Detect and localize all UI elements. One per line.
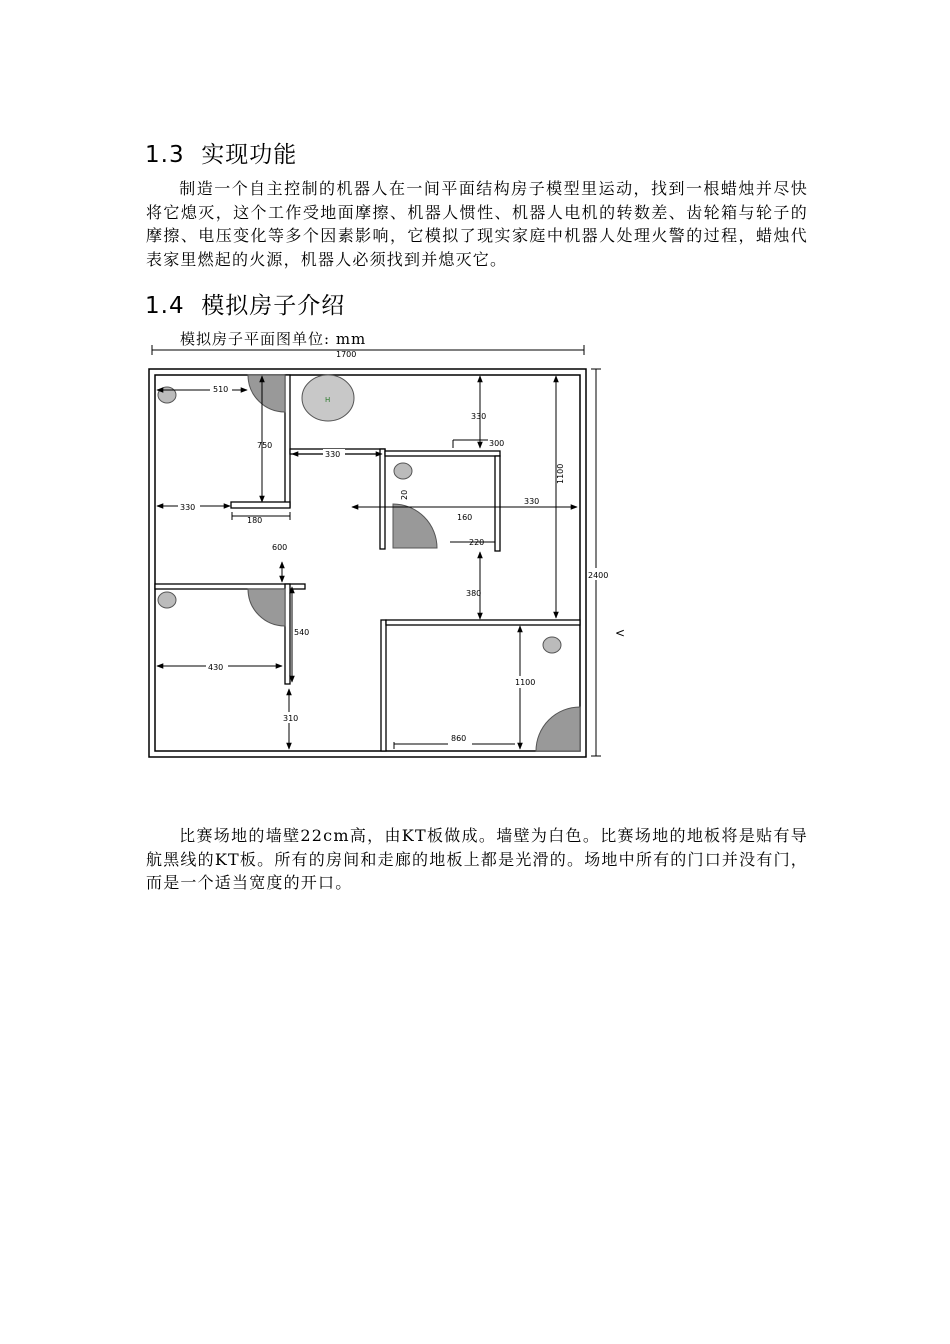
total-width-dimension: [152, 345, 584, 359]
dim-540: 540: [294, 628, 310, 637]
floorplan-caption: 模拟房子平面图单位: mm: [180, 330, 367, 348]
dim-1100-bottom: 1100: [515, 678, 536, 687]
heading-1-4: [145, 287, 345, 320]
dim-430: 430: [208, 663, 224, 672]
total-height-dimension: [587, 369, 625, 756]
dim-300: 300: [489, 439, 505, 448]
heading-1-3-number: 1.3: [145, 142, 185, 168]
intro-paragraph: [146, 177, 808, 271]
dim-510: 510: [213, 385, 229, 394]
dim-310: 310: [283, 714, 299, 723]
dim-20: 20: [400, 489, 409, 500]
dim-2400: 2400: [588, 571, 609, 580]
dim-330-mid: 330: [524, 497, 540, 506]
dim-330-top: 330: [325, 450, 341, 459]
dim-600: 600: [272, 543, 288, 552]
floorplan-diagram: [140, 344, 630, 764]
dim-220: 220: [469, 538, 485, 547]
intro-paragraph-text: 制造一个自主控制的机器人在一间平面结构房子模型里运动，找到一根蜡烛并尽快将它熄灭，这个工作受地面摩擦、机器人惯性、机器人电机的转数差、齿轮箱与轮子的摩擦、电压变化等多个因素影响，它模拟了现实家庭中机器人处理火警的过程，蜡烛代表家里燃起的火源，机器人必须找到并熄灭它。: [146, 179, 808, 269]
dim-180: 180: [247, 516, 263, 525]
closing-paragraph-text: 比赛场地的墙壁22cm高，由KT板做成。墙壁为白色。比赛场地的地板将是贴有导航黑线的KT板。所有的房间和走廊的地板上都是光滑的。场地中所有的门口并没有门，而是一个适当宽度的开口。: [146, 826, 808, 892]
home-circle: [302, 375, 354, 421]
side-mark: <: [615, 626, 626, 640]
dim-160: 160: [457, 513, 473, 522]
dim-330-left: 330: [180, 503, 196, 512]
heading-1-3: [145, 136, 297, 169]
home-marker: H: [325, 396, 331, 404]
closing-paragraph: [146, 824, 808, 895]
dim-750: 750: [257, 441, 273, 450]
dim-860: 860: [451, 734, 467, 743]
dim-1700: 1700: [336, 350, 357, 359]
dim-330-right-top: 330: [471, 412, 487, 421]
heading-1-4-number: 1.4: [145, 293, 185, 319]
dim-1100-right: 1100: [556, 463, 565, 484]
dim-380: 380: [466, 589, 482, 598]
heading-1-4-title: 模拟房子介绍: [201, 293, 346, 319]
heading-1-3-title: 实现功能: [201, 142, 298, 168]
